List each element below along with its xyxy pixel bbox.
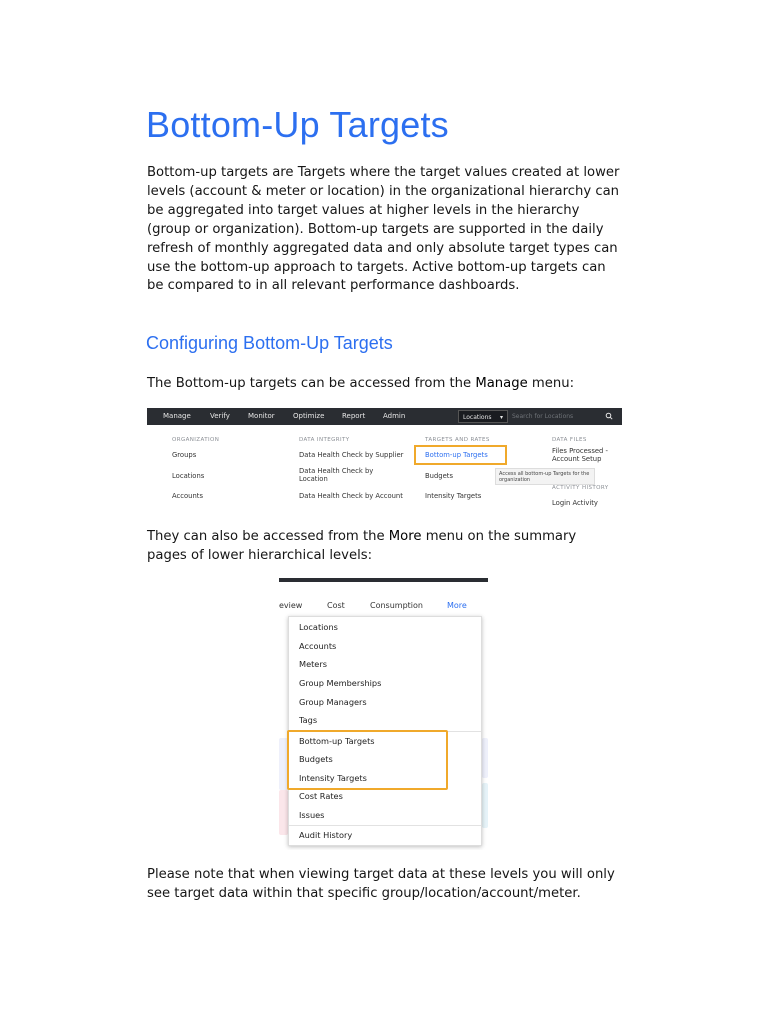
more-text-after: menu on the summary pages of lower hierarchical levels: (147, 529, 577, 563)
tab-cost[interactable]: Cost (327, 601, 345, 610)
menu-item-health-account[interactable]: Data Health Check by Account (299, 492, 403, 500)
more-paragraph (147, 527, 617, 565)
more-item-audit-history[interactable]: Audit History (299, 830, 353, 840)
more-keyword: More (388, 529, 422, 544)
menu-item-health-supplier[interactable]: Data Health Check by Supplier (299, 451, 404, 459)
menu-item-files-processed[interactable]: Files Processed - Account Setup (552, 447, 608, 463)
manage-menu-screenshot (147, 408, 622, 510)
menu-item-bottom-up-targets[interactable]: Bottom-up Targets (425, 451, 488, 459)
menu-item-health-location[interactable]: Data Health Check by Location (299, 467, 374, 483)
more-item-budgets[interactable]: Budgets (299, 754, 333, 764)
nav-manage[interactable]: Manage (163, 412, 191, 420)
more-item-issues[interactable]: Issues (299, 810, 325, 820)
menu-item-budgets[interactable]: Budgets (425, 472, 453, 480)
locations-dropdown-label: Locations (463, 414, 492, 421)
data-files-heading: DATA FILES (552, 437, 587, 443)
targets-rates-heading: TARGETS AND RATES (425, 437, 490, 443)
nav-optimize[interactable]: Optimize (293, 412, 325, 420)
more-item-meters[interactable]: Meters (299, 659, 327, 669)
tab-consumption[interactable]: Consumption (370, 601, 423, 610)
more-item-tags[interactable]: Tags (299, 715, 318, 725)
menu-item-intensity-targets[interactable]: Intensity Targets (425, 492, 482, 500)
page-title: Bottom-Up Targets (146, 104, 449, 145)
menu-divider (289, 825, 481, 826)
more-text-before: They can also be accessed from the (147, 529, 389, 544)
section-heading: Configuring Bottom-Up Targets (146, 333, 393, 353)
tab-overview[interactable]: eview (279, 601, 303, 610)
intro-paragraph: Bottom-up targets are Targets where the target values created at lower levels (account & meter or location) in the organizational hierarchy can be aggregated into target values at higher levels in the hierarchy (group or organization). Bottom-up targets are supported in the daily refresh of monthly aggregated data and only absolute target types can use the bottom-up approach to targets. Active bottom-up targets can be compared to in all relevant performance dashboards. (147, 165, 620, 294)
location-search-input[interactable] (509, 410, 619, 423)
targets-highlight (287, 730, 448, 790)
bottom-up-highlight (414, 445, 507, 465)
chevron-down-icon: ▾ (499, 414, 503, 421)
top-bar (279, 578, 488, 582)
more-item-group-memberships[interactable]: Group Memberships (299, 678, 382, 688)
location-search-placeholder: Search for Locations (512, 413, 574, 420)
more-item-locations[interactable]: Locations (299, 622, 338, 632)
background-panel (482, 738, 488, 778)
nav-admin[interactable]: Admin (383, 412, 406, 420)
more-item-accounts[interactable]: Accounts (299, 641, 337, 651)
top-nav-bar (147, 408, 622, 425)
note-paragraph: Please note that when viewing target data at these levels you will only see target data within that specific group/location/account/meter. (147, 867, 615, 901)
nav-monitor[interactable]: Monitor (248, 412, 275, 420)
activity-history-heading: ACTIVITY HISTORY (552, 485, 609, 491)
menu-item-login-activity[interactable]: Login Activity (552, 499, 598, 507)
menu-item-locations[interactable]: Locations (172, 472, 205, 480)
more-item-intensity-targets[interactable]: Intensity Targets (299, 773, 367, 783)
more-item-bottom-up-targets[interactable]: Bottom-up Targets (299, 736, 375, 746)
data-integrity-heading: DATA INTEGRITY (299, 437, 350, 443)
menu-item-accounts[interactable]: Accounts (172, 492, 203, 500)
organization-heading: ORGANIZATION (172, 437, 220, 443)
nav-report[interactable]: Report (342, 412, 366, 420)
manage-keyword: Manage (475, 376, 528, 391)
background-panel (279, 790, 288, 835)
more-item-group-managers[interactable]: Group Managers (299, 697, 367, 707)
more-item-cost-rates[interactable]: Cost Rates (299, 791, 343, 801)
locations-dropdown[interactable] (458, 410, 508, 423)
tab-more[interactable]: More (447, 601, 467, 610)
manage-text-after: menu: (527, 376, 575, 391)
manage-text-before: The Bottom-up targets can be accessed from the (147, 376, 476, 391)
nav-verify[interactable]: Verify (210, 412, 230, 420)
menu-item-groups[interactable]: Groups (172, 451, 197, 459)
search-icon[interactable] (605, 410, 613, 423)
background-panel (482, 783, 488, 828)
bottom-up-tooltip: Access all bottom-up Targets for the organization (495, 468, 595, 485)
manage-paragraph (147, 374, 617, 393)
more-menu-screenshot (279, 578, 488, 850)
